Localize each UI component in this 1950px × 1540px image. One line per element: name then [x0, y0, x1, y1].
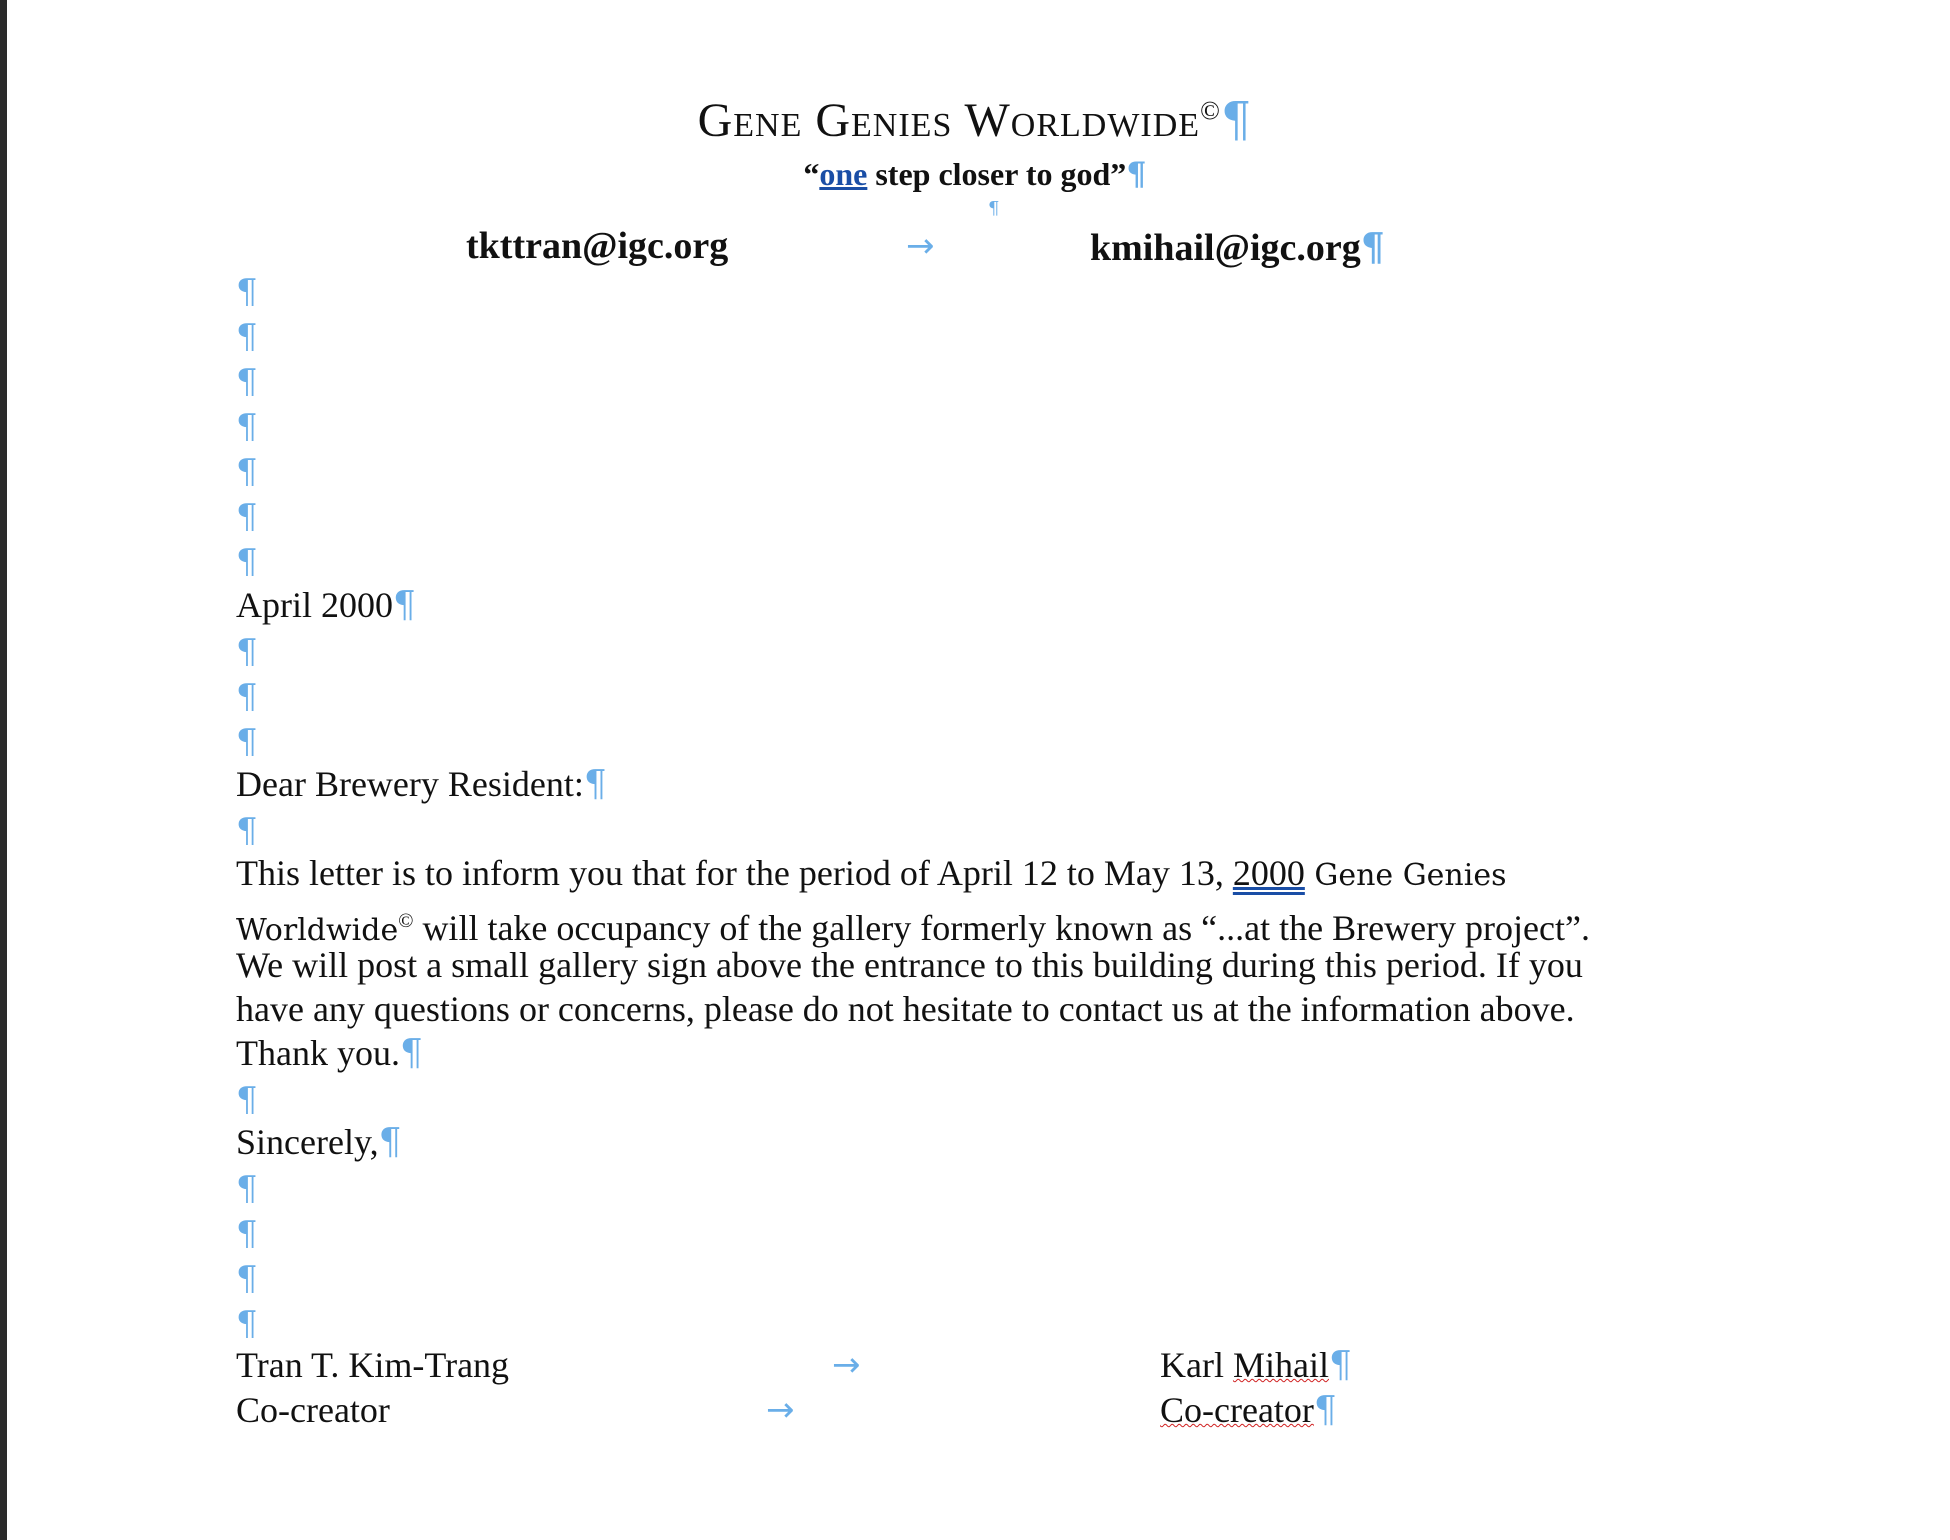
body-line-1 — [236, 851, 1507, 898]
email-right[interactable] — [1090, 224, 1385, 270]
signature-right-role — [1160, 1388, 1337, 1433]
body-line-3 — [236, 943, 1583, 987]
empty-paragraph-mark: ¶ — [236, 272, 258, 312]
empty-paragraph-mark: ¶ — [236, 1214, 258, 1254]
email-left[interactable]: tkttran@igc.org — [466, 225, 729, 267]
letter-closing — [236, 1120, 402, 1165]
body-text: This letter is to inform you that for the period of April 12 to May 13, — [236, 853, 1233, 893]
empty-paragraph-mark: ¶ — [236, 632, 258, 672]
body-text: We will post a small gallery sign above the entrance to this building during this period. If you — [236, 945, 1583, 985]
letterhead-tagline — [0, 155, 1950, 193]
pilcrow-mark: ¶ — [1360, 224, 1385, 269]
pilcrow-mark: ¶ — [1220, 92, 1253, 148]
empty-paragraph-mark: ¶ — [236, 497, 258, 537]
signature-right-role-text: Co-creator — [1160, 1390, 1314, 1430]
pilcrow-mark: ¶ — [1313, 1390, 1337, 1431]
tab-arrow-icon: → — [766, 1390, 795, 1430]
body-line-4 — [236, 987, 1575, 1031]
body-line-5 — [236, 1031, 423, 1076]
tagline-open-quote: “ — [803, 156, 820, 192]
year-text: 2000 — [1232, 853, 1305, 893]
empty-paragraph-mark: ¶ — [236, 317, 258, 357]
pilcrow-mark: ¶ — [583, 764, 607, 805]
signature-left-role: Co-creator — [236, 1390, 390, 1430]
pilcrow-mark: ¶ — [1328, 1345, 1352, 1386]
date-text: April 2000 — [236, 585, 393, 625]
signature-right-first: Karl — [1160, 1345, 1233, 1385]
empty-paragraph-mark: ¶ — [236, 407, 258, 447]
empty-paragraph-mark: ¶ — [236, 1169, 258, 1209]
email-right-text[interactable]: kmihail@igc.org — [1090, 227, 1361, 269]
closing-text: Sincerely, — [236, 1122, 379, 1162]
body-text: Thank you. — [236, 1033, 400, 1073]
letterhead-title — [0, 92, 1950, 148]
salutation-text: Dear Brewery Resident: — [236, 764, 584, 804]
pilcrow-mark: ¶ — [393, 585, 416, 626]
signature-right-name — [1160, 1343, 1352, 1388]
letter-salutation — [236, 762, 607, 807]
pilcrow-mark: ¶ — [378, 1122, 402, 1163]
empty-paragraph-mark: ¶ — [236, 1080, 258, 1120]
company-name-text: Gene Genies — [1304, 858, 1507, 893]
empty-paragraph-mark: ¶ — [236, 722, 258, 762]
pilcrow-mark: ¶ — [988, 198, 1000, 219]
empty-paragraph-mark: ¶ — [236, 542, 258, 582]
empty-paragraph-mark: ¶ — [236, 452, 258, 492]
empty-paragraph-mark: ¶ — [236, 1304, 258, 1344]
signature-left-name: Tran T. Kim-Trang — [236, 1345, 510, 1385]
empty-paragraph-mark: ¶ — [236, 811, 258, 851]
empty-paragraph-mark: ¶ — [236, 677, 258, 717]
copyright-mark: © — [1200, 96, 1221, 125]
empty-paragraph-mark: ¶ — [236, 362, 258, 402]
tab-arrow-icon: → — [832, 1345, 861, 1385]
tab-arrow-icon: → — [906, 226, 935, 266]
empty-paragraph-mark: ¶ — [236, 1259, 258, 1299]
pilcrow-mark: ¶ — [1126, 155, 1147, 193]
letter-date — [236, 583, 416, 628]
pilcrow-mark: ¶ — [399, 1033, 423, 1074]
company-name-text: Worldwide — [236, 913, 399, 948]
body-text: will take occupancy of the gallery formerly known as “...at the Brewery project”. — [413, 908, 1590, 948]
body-text: have any questions or concerns, please do not hesitate to contact us at the information above. — [236, 989, 1575, 1029]
tagline-underlined-word: one — [819, 156, 868, 192]
title-text: Gene Genies Worldwide — [697, 94, 1201, 147]
signature-right-last: Mihail — [1232, 1345, 1329, 1385]
tagline-rest: step closer to god” — [867, 156, 1127, 192]
copyright-mark: © — [398, 910, 414, 932]
